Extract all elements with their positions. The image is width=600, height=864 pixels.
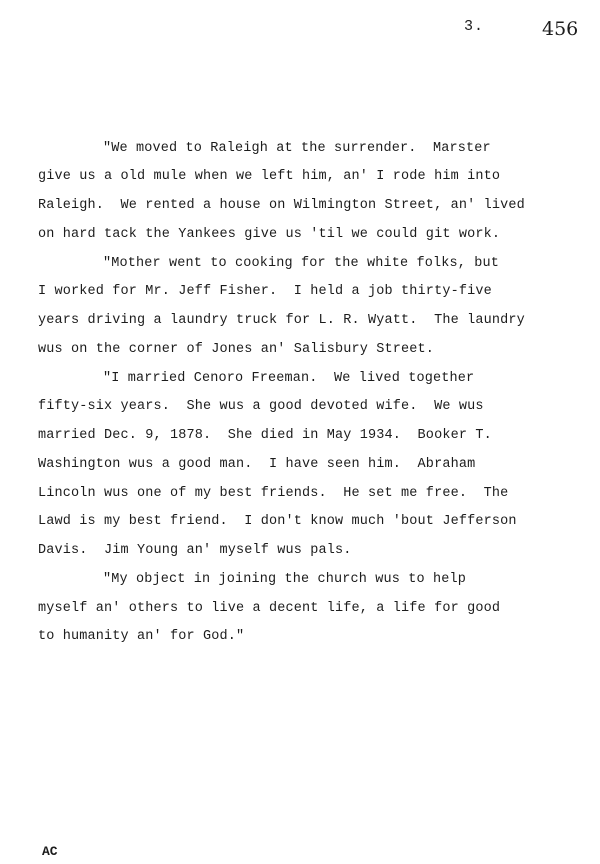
text-line: give us a old mule when we left him, an' I rode him into	[38, 169, 501, 184]
typist-initials: AC	[42, 844, 58, 859]
text-line: on hard tack the Yankees give us 'til we could git work.	[38, 227, 501, 242]
text-line: Washington wus a good man. I have seen him. Abraham	[38, 457, 476, 472]
text-line: myself an' others to live a decent life, a life for good	[38, 601, 501, 616]
text-line: Lawd is my best friend. I don't know much 'bout Jefferson	[38, 514, 517, 529]
text-line: "Mother went to cooking for the white folks, but	[103, 256, 500, 271]
text-line: "My object in joining the church wus to help	[103, 572, 467, 587]
text-line: married Dec. 9, 1878. She died in May 1934. Booker T.	[38, 428, 492, 443]
text-line: Davis. Jim Young an' myself wus pals.	[38, 543, 352, 558]
text-line: "I married Cenoro Freeman. We lived together	[103, 371, 475, 386]
text-line: Lincoln wus one of my best friends. He set me free. The	[38, 486, 509, 501]
text-line: fifty-six years. She wus a good devoted wife. We wus	[38, 399, 484, 414]
text-line: I worked for Mr. Jeff Fisher. I held a job thirty-five	[38, 284, 492, 299]
text-line: years driving a laundry truck for L. R. Wyatt. The laundry	[38, 313, 525, 328]
text-line: to humanity an' for God."	[38, 629, 245, 644]
page-number: 3.	[464, 18, 485, 35]
text-line: "We moved to Raleigh at the surrender. Marster	[103, 141, 491, 156]
text-line: Raleigh. We rented a house on Wilmington Street, an' lived	[38, 198, 525, 213]
archive-number: 456	[542, 18, 579, 40]
text-line: wus on the corner of Jones an' Salisbury Street.	[38, 342, 435, 357]
